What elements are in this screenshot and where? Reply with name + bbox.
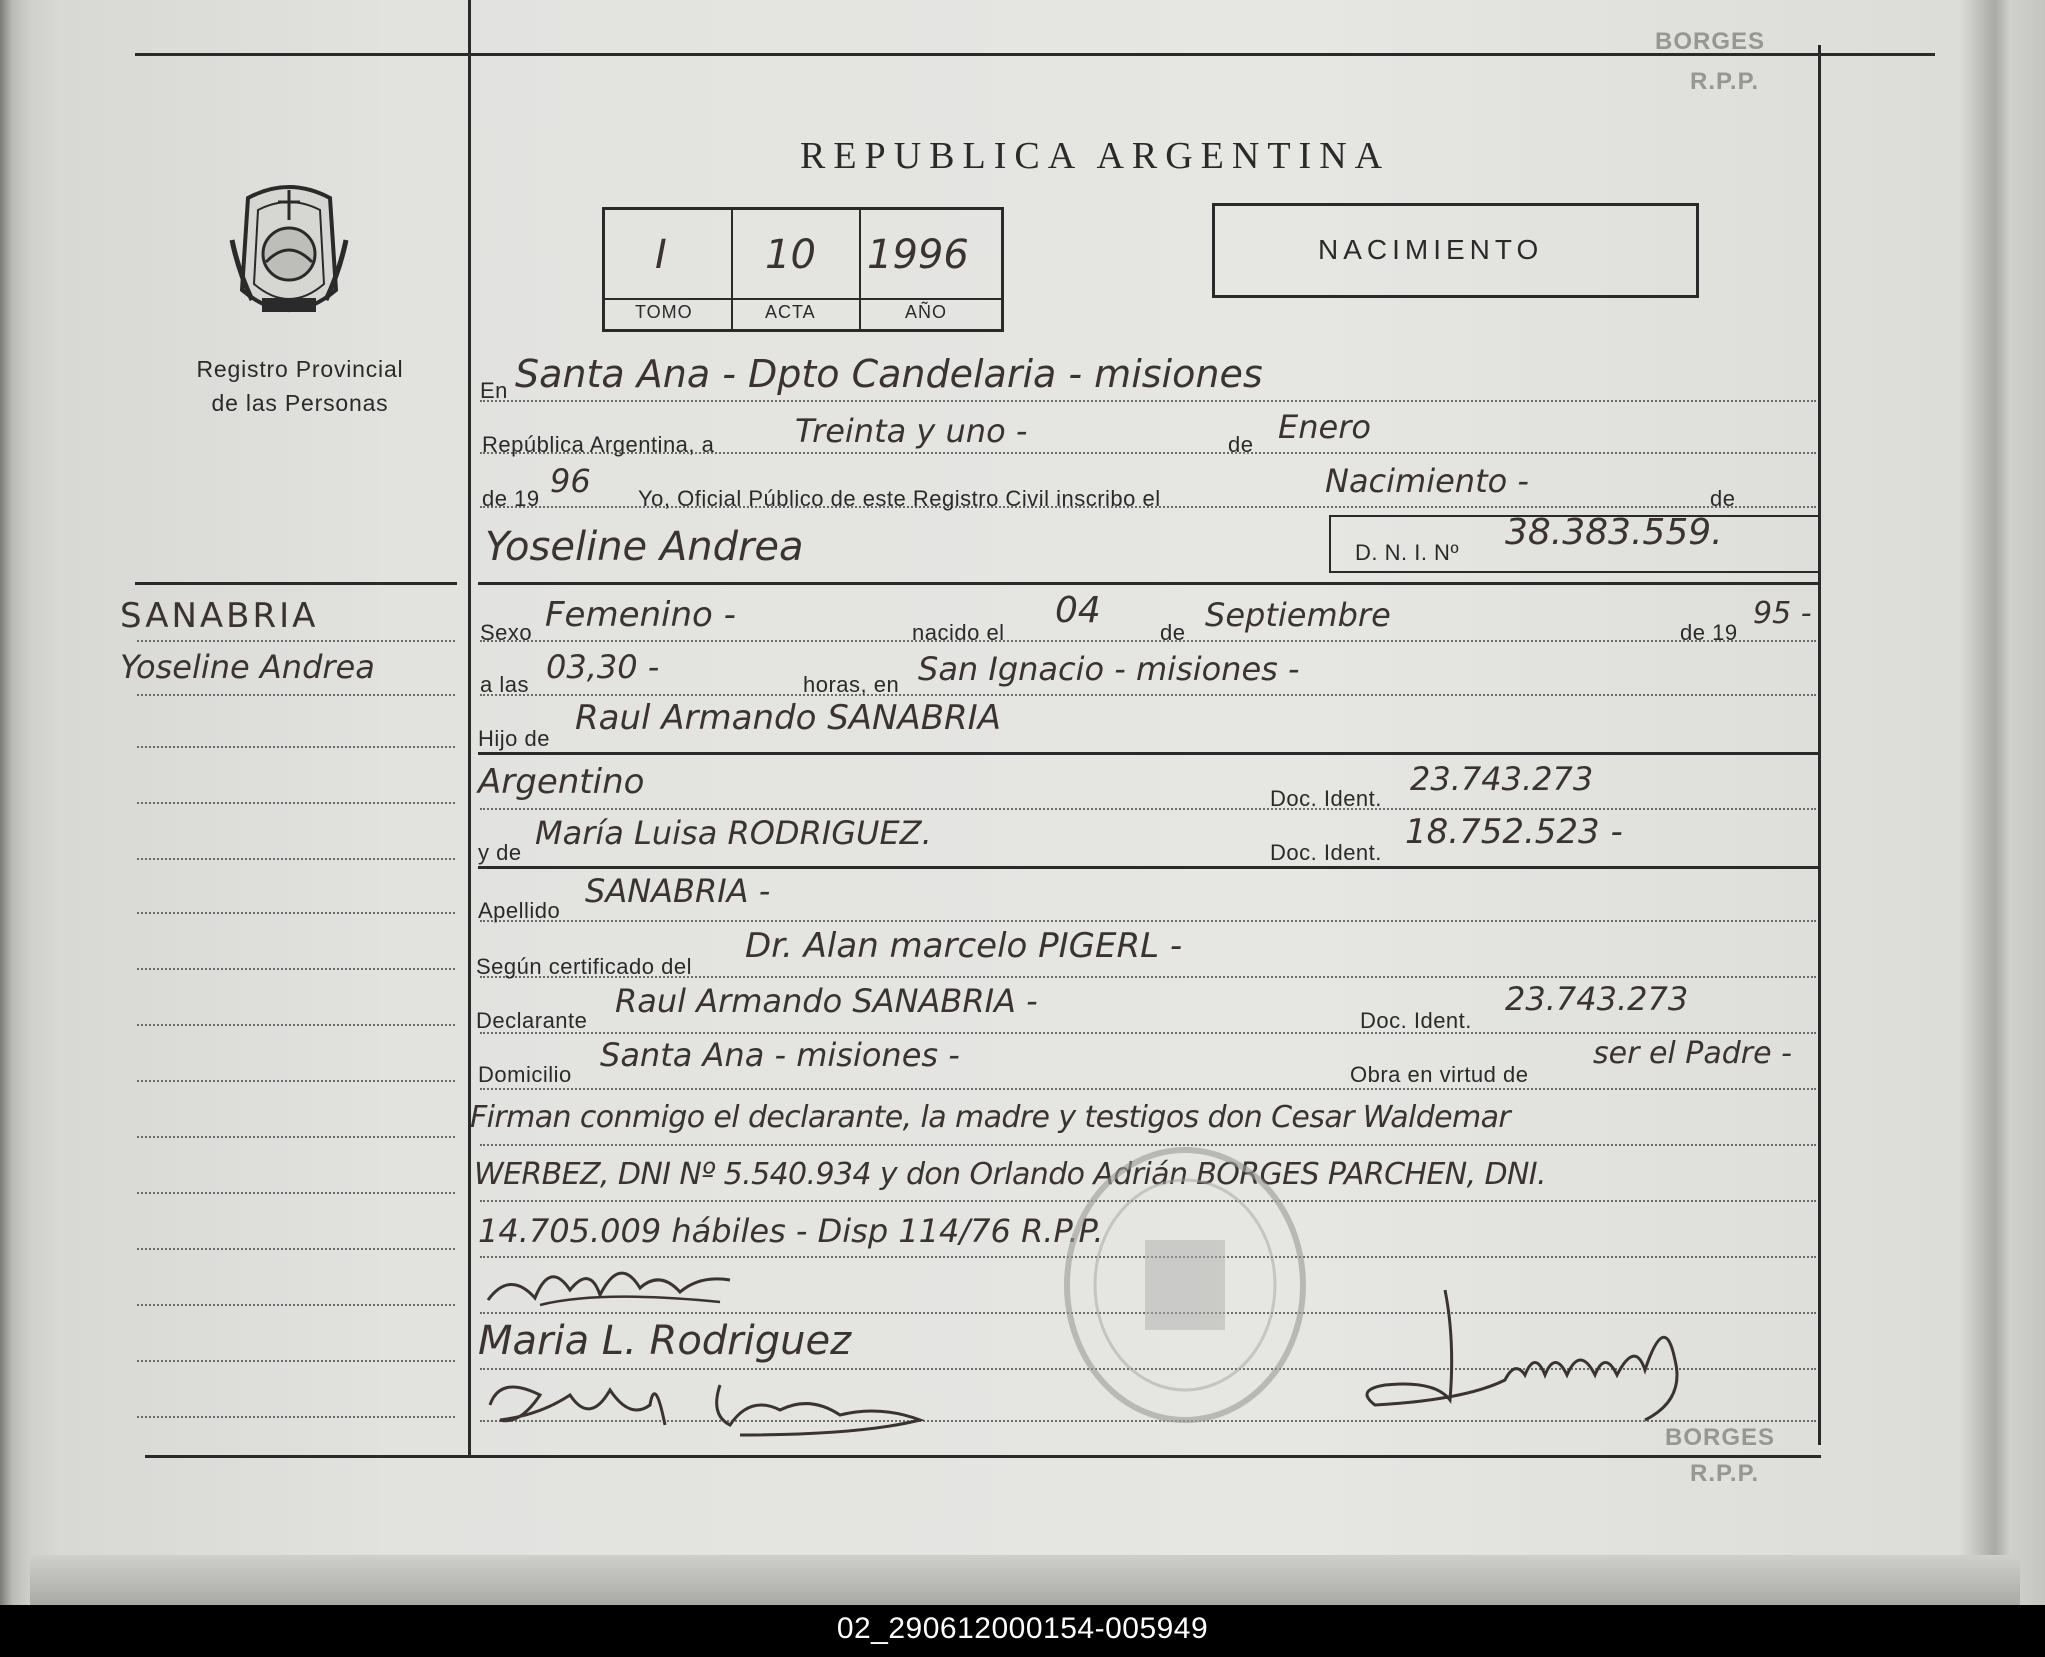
- observations-line2: WERBEZ, DNI Nº 5.540.934 y don Orlando Adrián BORGES PARCHEN, DNI.: [474, 1157, 1546, 1192]
- bottom-rule: [145, 1455, 1821, 1458]
- observations-line1: Firman conmigo el declarante, la madre y testigos don Cesar Waldemar: [470, 1100, 1511, 1135]
- father-doc: 23.743.273: [1410, 760, 1594, 798]
- birth-place-value: San Ignacio - misiones -: [918, 650, 1300, 688]
- guide-line: [480, 808, 1816, 810]
- guide-line: [480, 920, 1816, 922]
- republica-label: República Argentina, a: [482, 432, 715, 457]
- sexo-label: Sexo: [480, 620, 533, 645]
- center-column-rule: [468, 0, 471, 1455]
- margin-guide-line: [137, 1416, 455, 1418]
- margin-guide-line: [137, 1080, 455, 1082]
- alas-label: a las: [480, 672, 529, 697]
- margin-guide-line: [137, 858, 455, 860]
- acta-value: 10: [765, 232, 816, 278]
- registry-seal-stamp-icon: [1055, 1140, 1315, 1430]
- right-section-rule: [478, 582, 1818, 585]
- margin-guide-line: [137, 746, 455, 748]
- tomo-label: TOMO: [635, 302, 693, 322]
- birth-month-value: Septiembre: [1205, 596, 1391, 634]
- de-label-3: de: [1160, 620, 1186, 645]
- de-label-2: de: [1710, 486, 1736, 511]
- mother-underline: [478, 866, 1818, 869]
- apellido-label: Apellido: [478, 898, 561, 923]
- doc-label-declarant: Doc. Ident.: [1360, 1008, 1472, 1033]
- place-value: Santa Ana - Dpto Candelaria - misiones: [515, 352, 1263, 396]
- witness-signatures-icon: [480, 1365, 950, 1455]
- margin-guide-line: [137, 1192, 455, 1194]
- birth-day-value: 04: [1055, 590, 1101, 631]
- father-name: Raul Armando SANABRIA: [575, 698, 1001, 738]
- anio-value: 1996: [867, 232, 969, 278]
- guide-line: [480, 1088, 1816, 1090]
- father-nationality: Argentino: [478, 762, 645, 802]
- guide-line: [480, 1032, 1816, 1034]
- year-value: 96: [550, 462, 591, 500]
- registry-name-line1: Registro Provincial: [196, 356, 404, 382]
- dni-value: 38.383.559.: [1505, 512, 1723, 553]
- margin-guide-line: [137, 912, 455, 914]
- de19-label: de 19: [1680, 620, 1738, 645]
- father-underline: [478, 752, 1818, 755]
- stamp-bottom-line2: R.P.P.: [1690, 1460, 1760, 1487]
- horas-label: horas, en: [803, 672, 900, 697]
- provincial-seal-icon: [228, 180, 350, 328]
- declarant-doc: 23.743.273: [1505, 980, 1689, 1018]
- en-label: En: [480, 378, 508, 403]
- left-section-rule: [135, 582, 457, 585]
- declarante-label: Declarante: [476, 1008, 588, 1033]
- mother-doc: 18.752.523 -: [1405, 812, 1623, 852]
- stamp-bottom-line1: BORGES: [1665, 1424, 1776, 1451]
- margin-surname: SANABRIA: [120, 596, 319, 636]
- mother-signature: Maria L. Rodriguez: [478, 1318, 852, 1364]
- stamp-top-line2: R.P.P.: [1690, 68, 1760, 95]
- day-value: Treinta y uno -: [795, 412, 1028, 450]
- domicilio-label: Domicilio: [478, 1062, 572, 1087]
- declarant-name: Raul Armando SANABRIA -: [615, 982, 1038, 1020]
- yo-text: Yo, Oficial Público de este Registro Civil inscribo el: [638, 486, 1161, 511]
- margin-guide-line: [137, 694, 455, 696]
- right-frame-rule: [1818, 45, 1821, 1445]
- record-type-label: NACIMIENTO: [1318, 234, 1544, 265]
- doc-label-father: Doc. Ident.: [1270, 786, 1382, 811]
- doc-label-mother: Doc. Ident.: [1270, 840, 1382, 865]
- hijo-label: Hijo de: [478, 726, 550, 751]
- declarant-signature-icon: [480, 1250, 760, 1320]
- country-title: REPUBLICA ARGENTINA: [800, 135, 1391, 177]
- tomo-value: I: [655, 232, 667, 278]
- obra-label: Obra en virtud de: [1350, 1062, 1529, 1087]
- margin-guide-line: [137, 640, 455, 642]
- year-prefix: de 19: [482, 486, 540, 511]
- certificate-value: Dr. Alan marcelo PIGERL -: [745, 926, 1183, 966]
- certificado-label: Según certificado del: [476, 954, 692, 979]
- registry-name-line2: de las Personas: [211, 390, 389, 416]
- obra-value: ser el Padre -: [1593, 1036, 1792, 1071]
- margin-given-name: Yoseline Andrea: [120, 648, 375, 686]
- month-value: Enero: [1278, 408, 1371, 446]
- birth-year-value: 95 -: [1753, 596, 1812, 631]
- margin-guide-line: [137, 802, 455, 804]
- margin-guide-line: [137, 1304, 455, 1306]
- yde-label: y de: [478, 840, 522, 865]
- surname-value: SANABRIA -: [585, 872, 771, 910]
- observations-line3: 14.705.009 hábiles - Disp 114/76 R.P.P.: [478, 1212, 1104, 1250]
- margin-guide-line: [137, 968, 455, 970]
- page-edge: [30, 1555, 2020, 1605]
- guide-line: [480, 694, 1816, 696]
- sexo-value: Femenino -: [545, 595, 736, 635]
- margin-guide-line: [137, 1248, 455, 1250]
- acta-label: ACTA: [765, 302, 816, 322]
- margin-guide-line: [137, 1024, 455, 1026]
- guide-line: [480, 400, 1816, 402]
- address-value: Santa Ana - misiones -: [600, 1036, 960, 1074]
- stamp-top-line1: BORGES: [1655, 28, 1766, 55]
- anio-label: AÑO: [905, 302, 948, 322]
- hour-value: 03,30 -: [546, 648, 660, 686]
- mother-name: María Luisa RODRIGUEZ.: [535, 814, 932, 852]
- child-name: Yoseline Andrea: [485, 524, 804, 570]
- dni-label: D. N. I. Nº: [1355, 540, 1459, 565]
- de-label: de: [1228, 432, 1254, 457]
- guide-line: [480, 640, 1816, 642]
- inscribo-value: Nacimiento -: [1325, 462, 1529, 500]
- nacido-label: nacido el: [912, 620, 1005, 645]
- acta-reference-box: [602, 207, 1004, 332]
- margin-guide-line: [137, 1136, 455, 1138]
- official-signature-icon: [1345, 1280, 1745, 1440]
- margin-guide-line: [137, 1360, 455, 1362]
- image-caption: 02_290612000154-005949: [836, 1612, 1209, 1645]
